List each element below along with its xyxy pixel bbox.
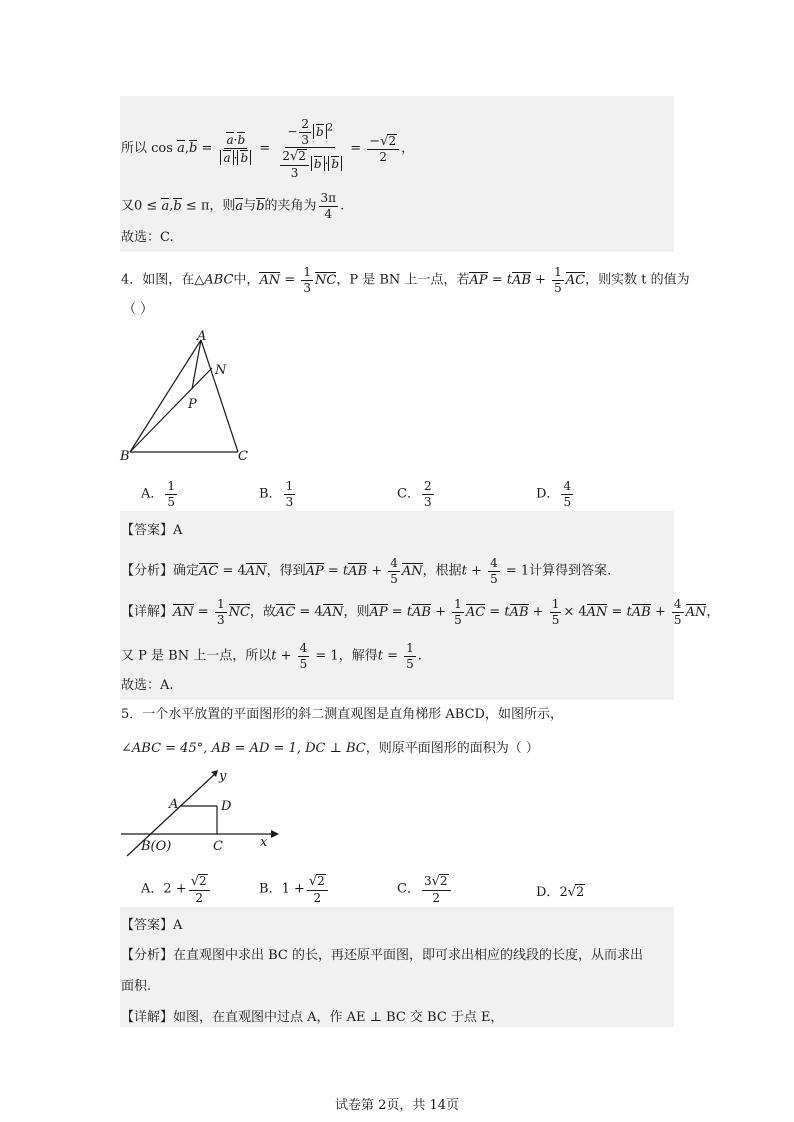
q4-option-a[interactable]: A． $\frac{1}{5}$ [141, 479, 176, 509]
q4-detail-2: 又 P 是 BN 上一点，所以t + $\frac{4}{5}$ = 1，解得t = $\frac{1}{5}$ . [121, 641, 422, 671]
q4-option-b[interactable]: B． $\frac{1}{3}$ [259, 479, 294, 509]
q4-choose: 故选：A. [121, 678, 174, 693]
label-D: D [221, 799, 232, 814]
label-A: A [169, 797, 179, 812]
label-C: C [238, 449, 248, 464]
label-x: x [260, 835, 268, 850]
label-P: P [188, 397, 197, 412]
q4-stem: 4．如图，在△ABC中，AN = $\frac{1}{3}$ NC，P 是 BN 上一点，若AP = tAB + $\frac{1}{5}$ AC，则实数 t 的值为 [121, 265, 690, 295]
q5-option-d[interactable]: D．2√2 [536, 885, 585, 900]
label-N: N [215, 363, 227, 378]
q5-answer: 【答案】A [121, 918, 183, 933]
q4-option-c[interactable]: C． $\frac{2}{3}$ [397, 479, 432, 509]
q4-triangle-figure [110, 328, 260, 468]
label-BO: B(O) [141, 839, 172, 854]
q4-paren: （ ） [123, 302, 154, 317]
label-C: C [213, 839, 223, 854]
label-B: B [120, 449, 130, 464]
label-A: A [197, 329, 207, 344]
q5-option-a[interactable]: A．2 + $\frac{√2}{2}$ [141, 874, 212, 904]
q5-solution-block [120, 907, 674, 1027]
prev-choose: 故选：C. [121, 230, 174, 245]
angle-line: 又0 ≤ a,b ≤ π，则a与b的夹角为 $\frac{3\pi}{4}$ . [121, 191, 345, 221]
cos-line: 所以 cos a,b = $\frac{a\cdot b}{a \cdot b}$ = − $\frac{2}{3}$ b $^2$ $\frac{2√2}{3}$ b · b = $\frac{-√2}{2}$ ， [121, 117, 415, 180]
q5-stem-1: 5．一个水平放置的平面图形的斜二测直观图是直角梯形 ABCD，如图所示， [121, 707, 563, 722]
q5-stem-2: ∠ABC = 45°, AB = AD = 1, DC ⊥ BC，则原平面图形的面积为（ ） [121, 741, 539, 756]
q5-option-c[interactable]: C． $\frac{3√2}{2}$ [397, 874, 453, 904]
q4-analysis: 【分析】确定AC = 4AN，得到AP = tAB + $\frac{4}{5}$ AN，根据t + $\frac{4}{5}$ = 1计算得到答案. [121, 556, 612, 586]
q5-analysis: 【分析】在直观图中求出 BC 的长，再还原平面图，即可求出相应的线段的长度，从而求出 [121, 948, 644, 963]
q4-option-d[interactable]: D． $\frac{4}{5}$ [536, 479, 572, 509]
q4-answer: 【答案】A [121, 523, 183, 538]
q5-detail: 【详解】如图，在直观图中过点 A，作 AE ⊥ BC 交 BC 于点 E， [121, 1010, 504, 1025]
q5-trapezoid-figure [115, 764, 280, 860]
label-y: y [219, 769, 227, 784]
q4-detail: 【详解】AN = $\frac{1}{3}$ NC，故AC = 4AN，则AP = tAB + $\frac{1}{5}$ AC = tAB + $\frac{1}{5}$ × 4AN = tAB + $\frac{4}{5}$ AN， [121, 597, 720, 627]
q5-option-b[interactable]: B．1 + $\frac{√2}{2}$ [259, 874, 330, 904]
q5-analysis-2: 面积. [121, 979, 152, 994]
page-footer: 试卷第 2页，共 14页 [334, 1098, 460, 1113]
